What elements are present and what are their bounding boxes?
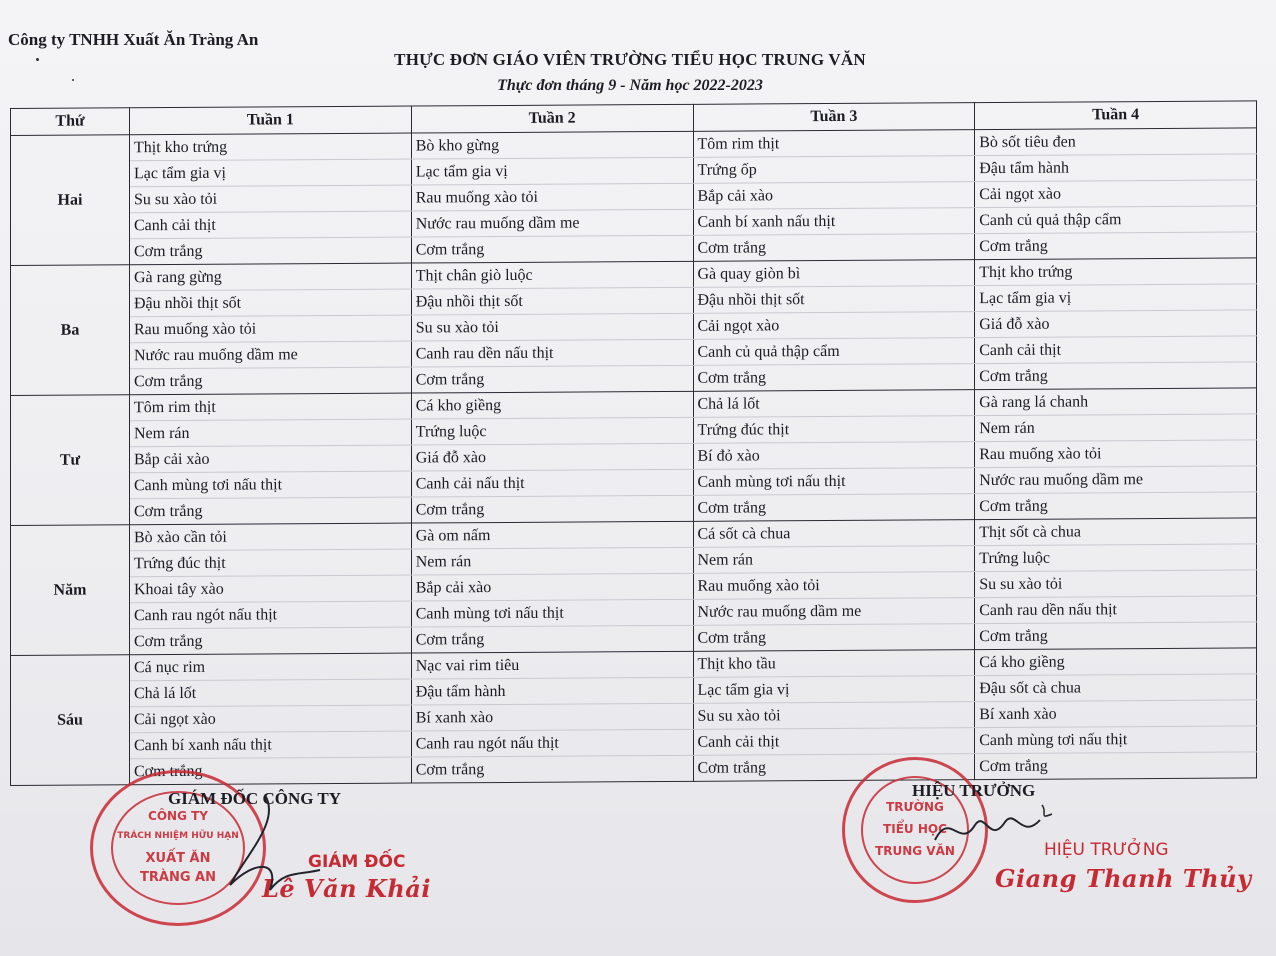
day-label: Ba xyxy=(11,265,130,396)
dish-cell: Canh rau ngót nấu thịt xyxy=(130,601,412,629)
dish-cell: Canh cải thịt xyxy=(975,336,1257,364)
dish-cell: Cơm trắng xyxy=(975,492,1257,520)
dish-cell: Lạc tẩm gia vị xyxy=(975,284,1257,312)
dish-cell: Cơm trắng xyxy=(693,624,975,652)
dish-cell: Rau muống xào tỏi xyxy=(693,572,975,600)
dish-cell: Nem rán xyxy=(975,414,1257,442)
dish-cell: Canh củ quả thập cẩm xyxy=(693,338,975,366)
principal-name: Giang Thanh Thủy xyxy=(995,864,1252,893)
dish-cell: Cá kho giềng xyxy=(975,648,1257,676)
dish-cell: Cơm trắng xyxy=(411,625,693,653)
dish-cell: Bắp cải xào xyxy=(130,445,412,473)
dish-cell: Cơm trắng xyxy=(130,627,412,655)
dish-cell: Cơm trắng xyxy=(130,367,412,395)
dish-cell: Cải ngọt xào xyxy=(130,705,412,733)
menu-table xyxy=(10,100,1257,786)
dish-cell: Canh mùng tơi nấu thịt xyxy=(130,471,412,499)
dish-cell: Canh mùng tơi nấu thịt xyxy=(411,599,693,627)
stamp-line: TRUNG VĂN xyxy=(875,844,955,858)
dish-cell: Cơm trắng xyxy=(411,365,693,393)
document-subtitle: Thực đơn tháng 9 - Năm học 2022-2023 xyxy=(497,77,763,94)
dish-cell: Đậu sốt cà chua xyxy=(975,674,1257,702)
dish-cell: Rau muống xào tỏi xyxy=(130,315,412,343)
paper-speck xyxy=(72,79,74,81)
dish-cell: Nước rau muống dầm me xyxy=(975,466,1257,494)
dish-cell: Nem rán xyxy=(130,419,412,447)
stamp-line: TRƯỜNG xyxy=(886,800,944,814)
dish-cell: Thịt kho tầu xyxy=(693,650,975,678)
dish-cell: Canh cải thịt xyxy=(130,211,412,239)
dish-cell: Thịt sốt cà chua xyxy=(975,518,1257,546)
dish-cell: Thịt kho trứng xyxy=(130,133,412,161)
stamp-line: TRÁCH NHIỆM HỮU HẠN xyxy=(117,831,239,841)
director-name: Lê Văn Khải xyxy=(262,874,431,903)
dish-cell: Cơm trắng xyxy=(975,622,1257,650)
dish-cell: Nước rau muống dầm me xyxy=(411,209,693,237)
header-week-4: Tuần 4 xyxy=(975,101,1257,130)
dish-cell: Bắp cải xào xyxy=(693,182,975,210)
dish-cell: Canh cải nấu thịt xyxy=(411,469,693,497)
principal-title: HIỆU TRƯỞNG xyxy=(912,781,1036,800)
dish-cell: Trứng luộc xyxy=(975,544,1257,572)
dish-cell: Bò sốt tiêu đen xyxy=(975,128,1257,156)
dish-cell: Canh bí xanh nấu thịt xyxy=(130,731,412,759)
dish-cell: Cải ngọt xào xyxy=(975,180,1257,208)
stamp-line: XUẤT ĂN xyxy=(145,851,211,866)
dish-cell: Cá nục rim xyxy=(130,653,412,681)
dish-cell: Cơm trắng xyxy=(411,495,693,523)
day-label: Năm xyxy=(11,525,130,656)
dish-cell: Trứng đúc thịt xyxy=(693,416,975,444)
dish-cell: Thịt chân giò luộc xyxy=(411,261,693,289)
dish-cell: Gà rang gừng xyxy=(130,263,412,291)
dish-cell: Lạc tẩm gia vị xyxy=(130,159,412,187)
stamp-line: CÔNG TY xyxy=(148,809,208,823)
header-day: Thứ xyxy=(11,108,130,136)
company-name: Công ty TNHH Xuất Ăn Tràng An xyxy=(8,30,259,49)
dish-cell: Su su xào tỏi xyxy=(130,185,412,213)
dish-cell: Canh mùng tơi nấu thịt xyxy=(693,468,975,496)
dish-cell: Cơm trắng xyxy=(975,752,1257,780)
dish-cell: Nước rau muống dầm me xyxy=(693,598,975,626)
dish-cell: Cải ngọt xào xyxy=(693,312,975,340)
dish-cell: Su su xào tỏi xyxy=(411,313,693,341)
dish-cell: Đậu nhồi thịt sốt xyxy=(130,289,412,317)
dish-cell: Bí đỏ xào xyxy=(693,442,975,470)
header-week-3: Tuần 3 xyxy=(693,103,975,132)
dish-cell: Lạc tẩm gia vị xyxy=(693,676,975,704)
dish-cell: Rau muống xào tỏi xyxy=(411,183,693,211)
dish-cell: Chả lá lốt xyxy=(693,390,975,418)
dish-cell: Canh rau dền nấu thịt xyxy=(411,339,693,367)
dish-cell: Đậu tẩm hành xyxy=(411,677,693,705)
dish-cell: Cơm trắng xyxy=(130,757,412,785)
dish-cell: Trứng đúc thịt xyxy=(130,549,412,577)
day-label: Sáu xyxy=(11,655,130,786)
header-week-1: Tuần 1 xyxy=(130,106,412,135)
dish-cell: Nem rán xyxy=(411,547,693,575)
dish-cell: Cơm trắng xyxy=(411,235,693,263)
dish-cell: Giá đỗ xào xyxy=(975,310,1257,338)
day-label: Tư xyxy=(11,395,130,526)
director-title: GIÁM ĐỐC CÔNG TY xyxy=(168,789,341,808)
dish-cell: Gà quay giòn bì xyxy=(693,260,975,288)
dish-cell: Cơm trắng xyxy=(130,497,412,525)
dish-cell: Gà om nấm xyxy=(411,521,693,549)
dish-cell: Cá kho giềng xyxy=(411,391,693,419)
dish-cell: Gà rang lá chanh xyxy=(975,388,1257,416)
dish-cell: Trứng luộc xyxy=(411,417,693,445)
dish-cell: Đậu nhồi thịt sốt xyxy=(411,287,693,315)
dish-cell: Cơm trắng xyxy=(693,754,975,782)
dish-cell: Nem rán xyxy=(693,546,975,574)
dish-cell: Cơm trắng xyxy=(693,494,975,522)
stamp-line: TIỂU HỌC xyxy=(883,822,947,836)
dish-cell: Cá sốt cà chua xyxy=(693,520,975,548)
dish-cell: Rau muống xào tỏi xyxy=(975,440,1257,468)
dish-cell: Canh cải thịt xyxy=(693,728,975,756)
dish-cell: Tôm rim thịt xyxy=(693,130,975,158)
dish-cell: Nước rau muống dầm me xyxy=(130,341,412,369)
dish-cell: Khoai tây xào xyxy=(130,575,412,603)
dish-cell: Nạc vai rim tiêu xyxy=(411,651,693,679)
stamp-line: TRÀNG AN xyxy=(140,870,216,885)
dish-cell: Bò kho gừng xyxy=(411,131,693,159)
dish-cell: Cơm trắng xyxy=(975,232,1257,260)
dish-cell: Bò xào cần tỏi xyxy=(130,523,412,551)
dish-cell: Cơm trắng xyxy=(693,364,975,392)
dish-cell: Giá đỗ xào xyxy=(411,443,693,471)
dish-cell: Cơm trắng xyxy=(411,755,693,783)
header-week-2: Tuần 2 xyxy=(411,104,693,133)
day-label: Hai xyxy=(11,135,130,266)
dish-cell: Tôm rim thịt xyxy=(130,393,412,421)
document-title: THỰC ĐƠN GIÁO VIÊN TRƯỜNG TIỂU HỌC TRUNG VĂN xyxy=(394,50,866,69)
dish-cell: Bí xanh xào xyxy=(411,703,693,731)
dish-cell: Trứng ốp xyxy=(693,156,975,184)
dish-cell: Thịt kho trứng xyxy=(975,258,1257,286)
director-role: GIÁM ĐỐC xyxy=(308,852,406,872)
dish-cell: Đậu nhồi thịt sốt xyxy=(693,286,975,314)
dish-cell: Canh rau dền nấu thịt xyxy=(975,596,1257,624)
dish-cell: Su su xào tỏi xyxy=(975,570,1257,598)
dish-cell: Su su xào tỏi xyxy=(693,702,975,730)
paper-speck xyxy=(36,58,39,61)
dish-cell: Cơm trắng xyxy=(975,362,1257,390)
dish-cell: Canh bí xanh nấu thịt xyxy=(693,208,975,236)
dish-cell: Chả lá lốt xyxy=(130,679,412,707)
dish-cell: Bí xanh xào xyxy=(975,700,1257,728)
dish-cell: Canh mùng tơi nấu thịt xyxy=(975,726,1257,754)
dish-cell: Canh rau ngót nấu thịt xyxy=(411,729,693,757)
dish-cell: Bắp cải xào xyxy=(411,573,693,601)
dish-cell: Canh củ quả thập cẩm xyxy=(975,206,1257,234)
director-signature xyxy=(210,790,330,900)
principal-role: HIỆU TRƯỞNG xyxy=(1044,840,1169,860)
dish-cell: Đậu tẩm hành xyxy=(975,154,1257,182)
dish-cell: Cơm trắng xyxy=(130,237,412,265)
dish-cell: Cơm trắng xyxy=(693,234,975,262)
dish-cell: Lạc tẩm gia vị xyxy=(411,157,693,185)
menu-body xyxy=(11,128,1257,786)
